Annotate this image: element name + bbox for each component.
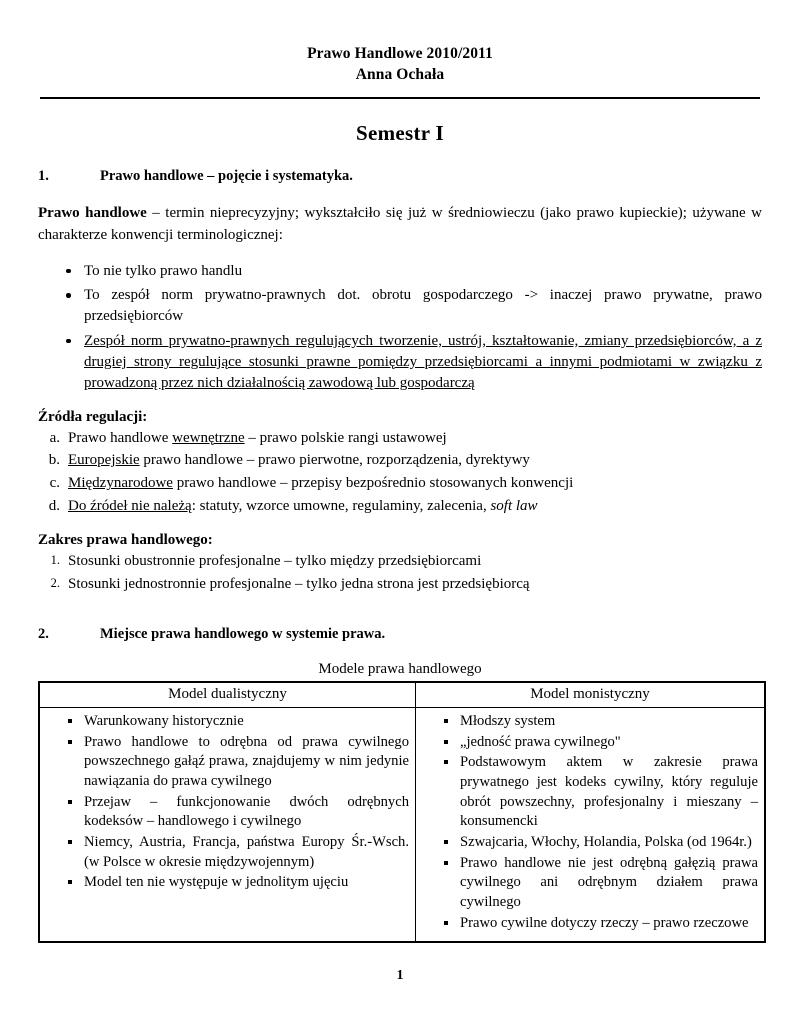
section-number-2: 2. <box>38 625 49 642</box>
text-pre: Prawo handlowe <box>68 429 173 446</box>
list-text: Stosunki obustronnie profesjonalne – tylko między przedsiębiorcami <box>68 553 482 570</box>
text-underlined: Do źródeł nie należą <box>68 498 192 515</box>
list-item <box>38 551 762 573</box>
list-text <box>68 428 762 450</box>
course-title: Prawo Handlowe 2010/2011 <box>307 45 493 62</box>
list-marker: 1. <box>50 553 60 568</box>
text-underlined: Międzynarodowe <box>68 475 173 492</box>
document-header <box>38 0 762 85</box>
definition-bullet-list <box>38 261 762 395</box>
section-heading-2 <box>38 626 762 643</box>
page-number: 1 <box>396 968 404 983</box>
models-table <box>38 681 766 943</box>
list-item: Prawo cywilne dotyczy rzeczy – prawo rzeczowe <box>416 914 758 934</box>
list-item: Przejaw – funkcjonowanie dwóch odrębnych kodeksów – handlowego i cywilnego <box>40 793 409 832</box>
scope-heading: Zakres prawa handlowego: <box>38 532 213 549</box>
column-header-dualistic: Model dualistyczny <box>39 682 416 708</box>
list-marker: c. <box>49 475 60 492</box>
list-item: To nie tylko prawo handlu <box>38 261 762 282</box>
list-item: Zespół norm prywatno-prawnych regulujących tworzenie, ustrój, kształtowanie, zmiany przedsiębiorców, a z drugiej strony regulujące stosunki prawne pomiędzy przedsiębiorcami a innymi podmiotami w związku z prowadzoną przez nich działalnością zawodową lub gospodarczą <box>38 331 762 395</box>
list-marker: 2. <box>50 576 60 591</box>
list-item <box>38 428 762 450</box>
dualistic-bullet-list <box>40 712 409 893</box>
text-post: prawo handlowe – prawo pierwotne, rozporządzenia, dyrektywy <box>139 452 530 469</box>
definition-body: – termin nieprecyzyjny; wykształciło się już w średniowieczu (jako prawo kupieckie); używane w charakterze konwencji terminologicznej: <box>38 205 763 243</box>
text-underlined: wewnętrzne <box>172 429 245 446</box>
monistic-bullet-list <box>416 712 758 934</box>
section-title-1: Prawo handlowe – pojęcie i systematyka. <box>100 168 353 185</box>
sources-list <box>38 428 762 519</box>
list-item <box>38 574 762 596</box>
column-header-monistic: Model monistyczny <box>416 682 766 708</box>
cell-dualistic <box>39 707 416 941</box>
list-item: Prawo handlowe to odrębna od prawa cywilnego powszechnego gałąź prawa, znajdujemy w nim jedynie nawiązania do prawa cywilnego <box>40 733 409 792</box>
section-number-1: 1. <box>38 168 49 185</box>
list-marker: b. <box>48 452 60 469</box>
list-item: Model ten nie występuje w jednolitym ujęciu <box>40 873 409 893</box>
table-header-row <box>39 682 765 708</box>
author-name: Anna Ochała <box>355 65 445 83</box>
list-item: „jedność prawa cywilnego" <box>416 733 758 753</box>
semester-title: Semestr I <box>355 121 445 146</box>
list-item: Szwajcaria, Włochy, Holandia, Polska (od 1964r.) <box>416 833 758 853</box>
list-marker: a. <box>49 429 60 446</box>
table-caption: Modele prawa handlowego <box>318 660 482 677</box>
list-item <box>38 473 762 495</box>
text-post: : statuty, wzorce umowne, regulaminy, zalecenia, <box>191 498 491 515</box>
text-post: – prawo polskie rangi ustawowej <box>244 429 447 446</box>
list-item: To zespół norm prywatno-prawnych dot. obrotu gospodarczego -> inaczej prawo prywatne, prawo przedsiębiorców <box>38 285 762 328</box>
list-text <box>68 450 762 472</box>
text-post: prawo handlowe – przepisy bezpośrednio stosowanych konwencji <box>172 475 574 492</box>
section-title-2: Miejsce prawa handlowego w systemie prawa. <box>100 625 386 642</box>
cell-monistic <box>416 707 766 941</box>
list-item: Niemcy, Austria, Francja, państwa Europy Śr.-Wsch. (w Polsce w okresie międzywojennym) <box>40 833 409 872</box>
list-marker: d. <box>48 498 60 515</box>
list-item: Warunkowany historycznie <box>40 712 409 732</box>
list-text <box>68 496 762 518</box>
list-item: Prawo handlowe nie jest odrębną gałęzią prawa cywilnego ani odrębnym działem prawa cywilnego <box>416 854 758 913</box>
text-italic: soft law <box>490 498 538 515</box>
sources-heading: Źródła regulacji: <box>38 408 148 425</box>
list-item: Młodszy system <box>416 712 758 732</box>
definition-paragraph <box>38 203 762 246</box>
table-row <box>39 707 765 941</box>
list-item <box>38 450 762 472</box>
list-text: Stosunki jednostronnie profesjonalne – tylko jedna strona jest przedsiębiorcą <box>68 576 530 593</box>
scope-list <box>38 551 762 596</box>
header-divider <box>40 97 760 99</box>
definition-lead: Prawo handlowe <box>38 205 147 222</box>
list-item <box>38 496 762 518</box>
list-text <box>68 473 762 495</box>
list-item: Podstawowym aktem w zakresie prawa prywatnego jest kodeks cywilny, który reguluje obrót powszechny, profesjonalny i mieszany – konsumencki <box>416 753 758 832</box>
section-heading-1 <box>38 168 762 185</box>
text-underlined: Europejskie <box>68 452 140 469</box>
